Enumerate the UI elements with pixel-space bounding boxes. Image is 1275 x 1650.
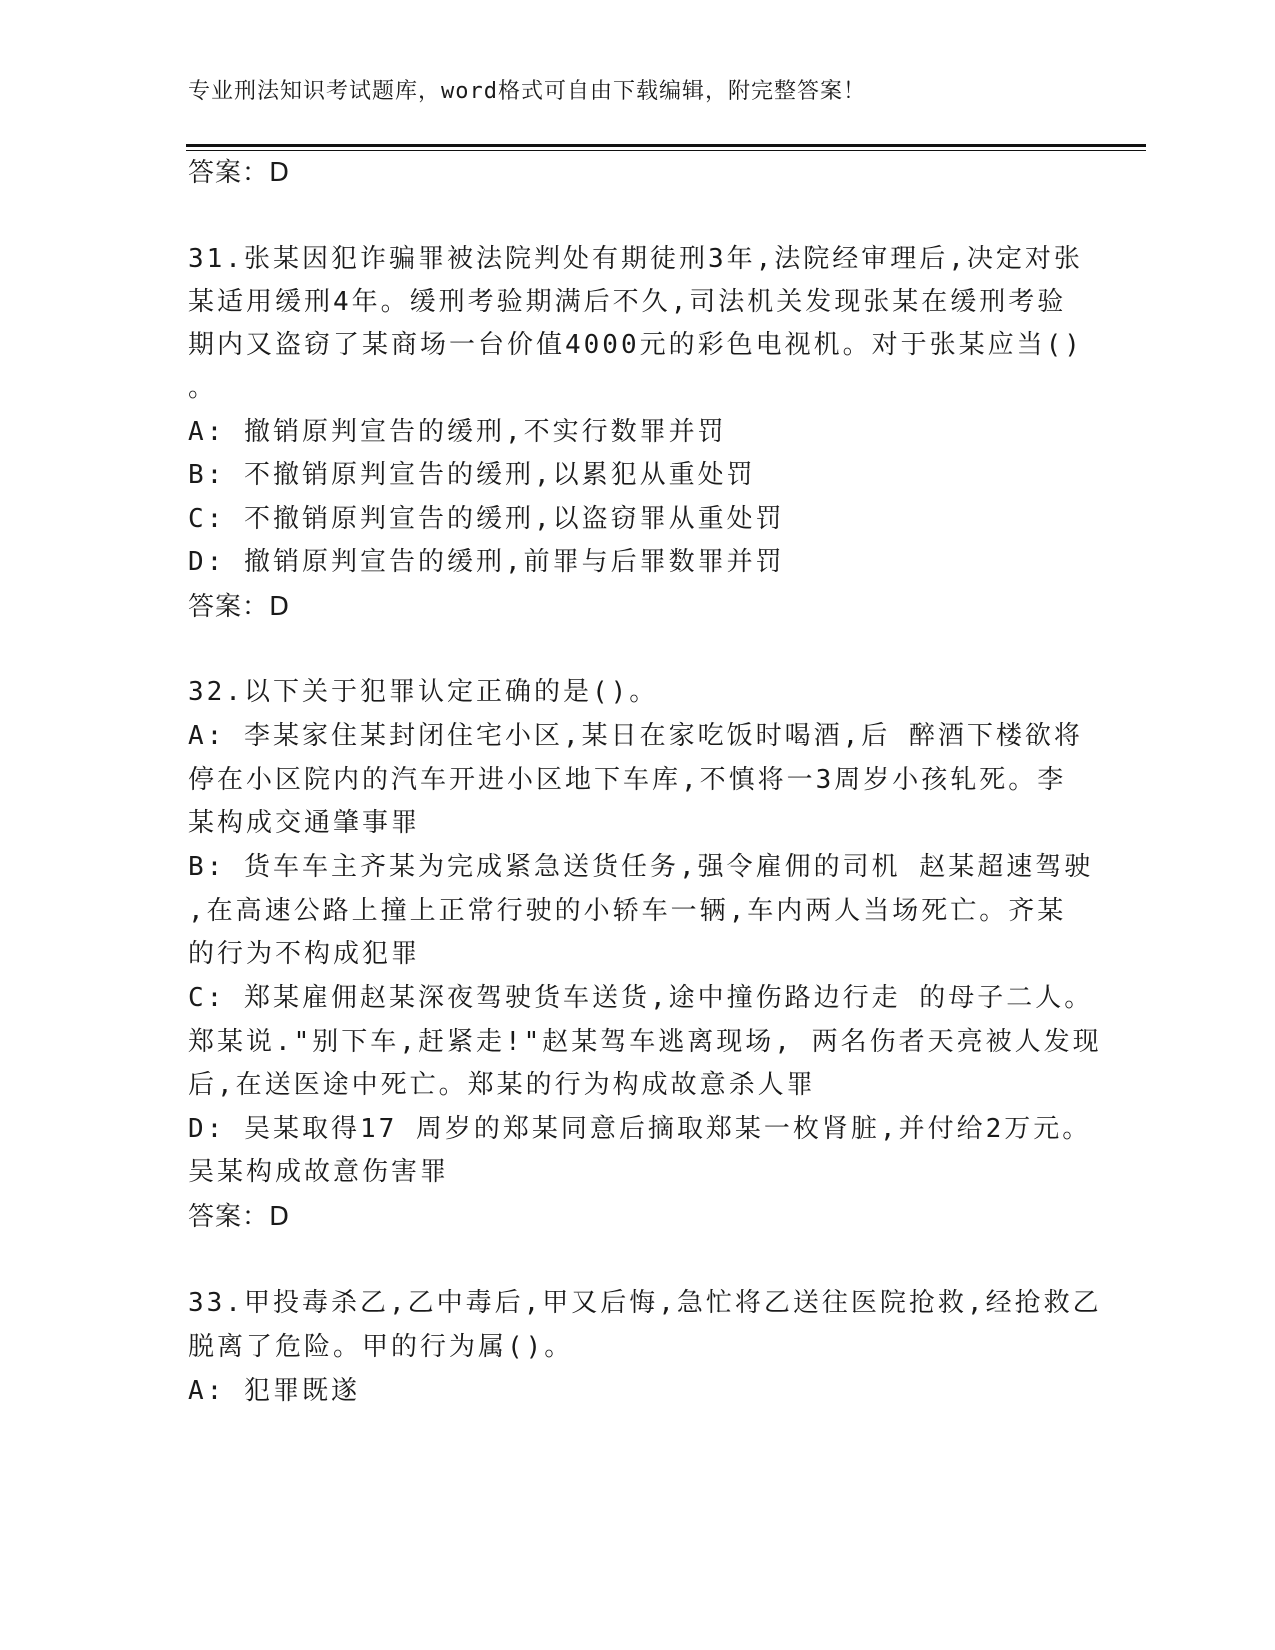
q31-option-c: C: 不撤销原判宣告的缓刑,以盗窃罪从重处罚 [188,504,785,534]
q33-stem-line: 33.甲投毒杀乙,乙中毒后,甲又后悔,急忙将乙送往医院抢救,经抢救乙 [188,1288,1102,1318]
q33-stem-line: 脱离了危险。甲的行为属()。 [188,1332,574,1362]
q31-answer: 答案：D [188,592,291,622]
q32-option-line: 吴某构成故意伤害罪 [188,1157,450,1187]
q31-option-d: D: 撤销原判宣告的缓刑,前罪与后罪数罪并罚 [188,547,785,577]
q32-option-line: 停在小区院内的汽车开进小区地下车库,不慎将一3周岁小孩轧死。李 [188,765,1067,795]
q32-option-line: D: 吴某取得17 周岁的郑某同意后摘取郑某一枚肾脏,并付给2万元。 [188,1114,1092,1144]
q32-option-line: A: 李某家住某封闭住宅小区,某日在家吃饭时喝酒,后 醉酒下楼欲将 [188,721,1083,751]
header-rule-thin [186,150,1146,151]
q32-option-line: 某构成交通肇事罪 [188,808,421,838]
q32-option-line: C: 郑某雇佣赵某深夜驾驶货车送货,途中撞伤路边行走 的母子二人。 [188,983,1094,1013]
q31-stem-line: 期内又盗窃了某商场一台价值4000元的彩色电视机。对于张某应当() [188,330,1083,360]
q31-option-a: A: 撤销原判宣告的缓刑,不实行数罪并罚 [188,417,727,447]
q32-option-line: 郑某说."别下车,赶紧走!"赵某驾车逃离现场, 两名伤者天亮被人发现 [188,1027,1102,1057]
page-header: 专业刑法知识考试题库，word格式可自由下载编辑，附完整答案！ [188,79,866,104]
q30-answer: 答案：D [188,158,291,188]
q31-stem-line: 31.张某因犯诈骗罪被法院判处有期徒刑3年,法院经审理后,决定对张 [188,244,1083,274]
q31-option-b: B: 不撤销原判宣告的缓刑,以累犯从重处罚 [188,460,756,490]
q33-option-a: A: 犯罪既遂 [188,1376,360,1406]
q32-answer: 答案：D [188,1202,291,1232]
q31-stem-line: 。 [188,373,218,403]
q32-option-line: 后,在送医途中死亡。郑某的行为构成故意杀人罪 [188,1070,816,1100]
header-rule-thick [186,144,1146,147]
q32-option-line: ,在高速公路上撞上正常行驶的小轿车一辆,车内两人当场死亡。齐某 [188,896,1067,926]
q32-stem-line: 32.以下关于犯罪认定正确的是()。 [188,677,659,707]
q32-option-line: 的行为不构成犯罪 [188,939,421,969]
q31-stem-line: 某适用缓刑4年。缓刑考验期满后不久,司法机关发现张某在缓刑考验 [188,287,1067,317]
q32-option-line: B: 货车车主齐某为完成紧急送货任务,强令雇佣的司机 赵某超速驾驶 [188,852,1094,882]
